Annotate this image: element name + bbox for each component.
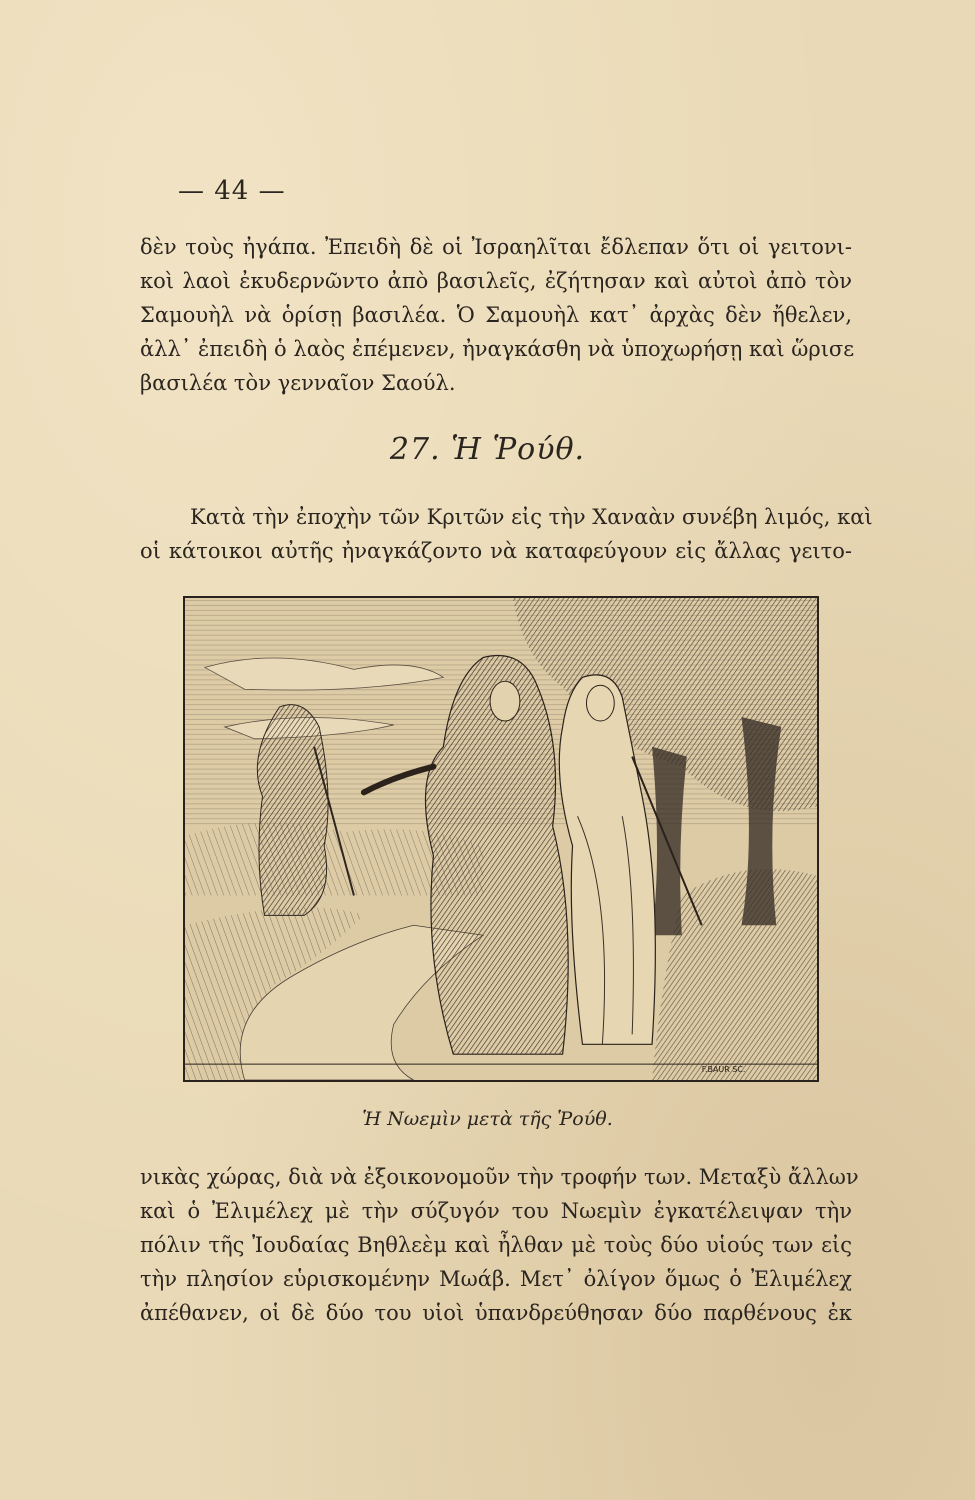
section-heading: 27. Ἡ Ῥούθ. [389, 432, 586, 467]
text-line: κοὶ λαοὶ ἐκυδερνῶντο ἀπὸ βασιλεῖς, ἐζήτησαν καὶ αὐτοὶ ἀπὸ τὸν [140, 269, 852, 293]
paragraph-elimelech [140, 1160, 859, 1330]
paragraph-ruth-intro [140, 500, 873, 568]
engraving-drawing [185, 598, 817, 1080]
text-line: ἀπέθανεν, οἱ δὲ δύο του υἱοὶ ὑπανδρεύθησαν δύο παρθένους ἐκ [140, 1301, 852, 1325]
text-line: Σαμουὴλ νὰ ὁρίσῃ βασιλέα. Ὁ Σαμουὴλ κατ᾽ ἀρχὰς δὲν ἤθελεν, [140, 303, 852, 327]
text-line: Κατὰ τὴν ἐποχὴν τῶν Κριτῶν εἰς τὴν Χαναὰν συνέβη λιμός, καὶ [190, 505, 873, 529]
engraving-illustration [183, 596, 819, 1082]
text-line: καὶ ὁ Ἐλιμέλεχ μὲ τὴν σύζυγόν του Νωεμὶν ἐγκατέλειψαν τὴν [140, 1199, 852, 1223]
text-line: νικὰς χώρας, διὰ νὰ ἐξοικονομοῦν τὴν τροφήν των. Μεταξὺ ἄλλων [140, 1165, 859, 1189]
engraver-signature: F.BAUR SC. [701, 1065, 746, 1075]
paragraph-samuel [140, 230, 855, 400]
illustration-caption: Ἡ Νωεμὶν μετὰ τῆς Ῥούθ. [362, 1108, 613, 1130]
page-number: — 44 — [178, 176, 286, 206]
text-line: οἱ κάτοικοι αὐτῆς ἠναγκάζοντο νὰ καταφεύγουν εἰς ἄλλας γειτο- [140, 539, 852, 563]
text-line: τὴν πλησίον εὑρισκομένην Μωάβ. Μετ᾽ ὀλίγον ὅμως ὁ Ἐλιμέλεχ [140, 1267, 852, 1291]
text-line: βασιλέα τὸν γενναῖον Σαούλ. [140, 371, 456, 395]
text-line: πόλιν τῆς Ἰουδαίας Βηθλεὲμ καὶ ἦλθαν μὲ τοὺς δύο υἱούς των εἰς [140, 1233, 852, 1257]
text-line: δὲν τοὺς ἠγάπα. Ἐπειδὴ δὲ οἱ Ἰσραηλῖται ἔδλεπαν ὅτι οἱ γειτονι- [140, 235, 852, 259]
text-line: ἀλλ᾽ ἐπειδὴ ὁ λαὸς ἐπέμενεν, ἠναγκάσθη νὰ ὑποχωρήσῃ καὶ ὥρισε [140, 337, 855, 361]
